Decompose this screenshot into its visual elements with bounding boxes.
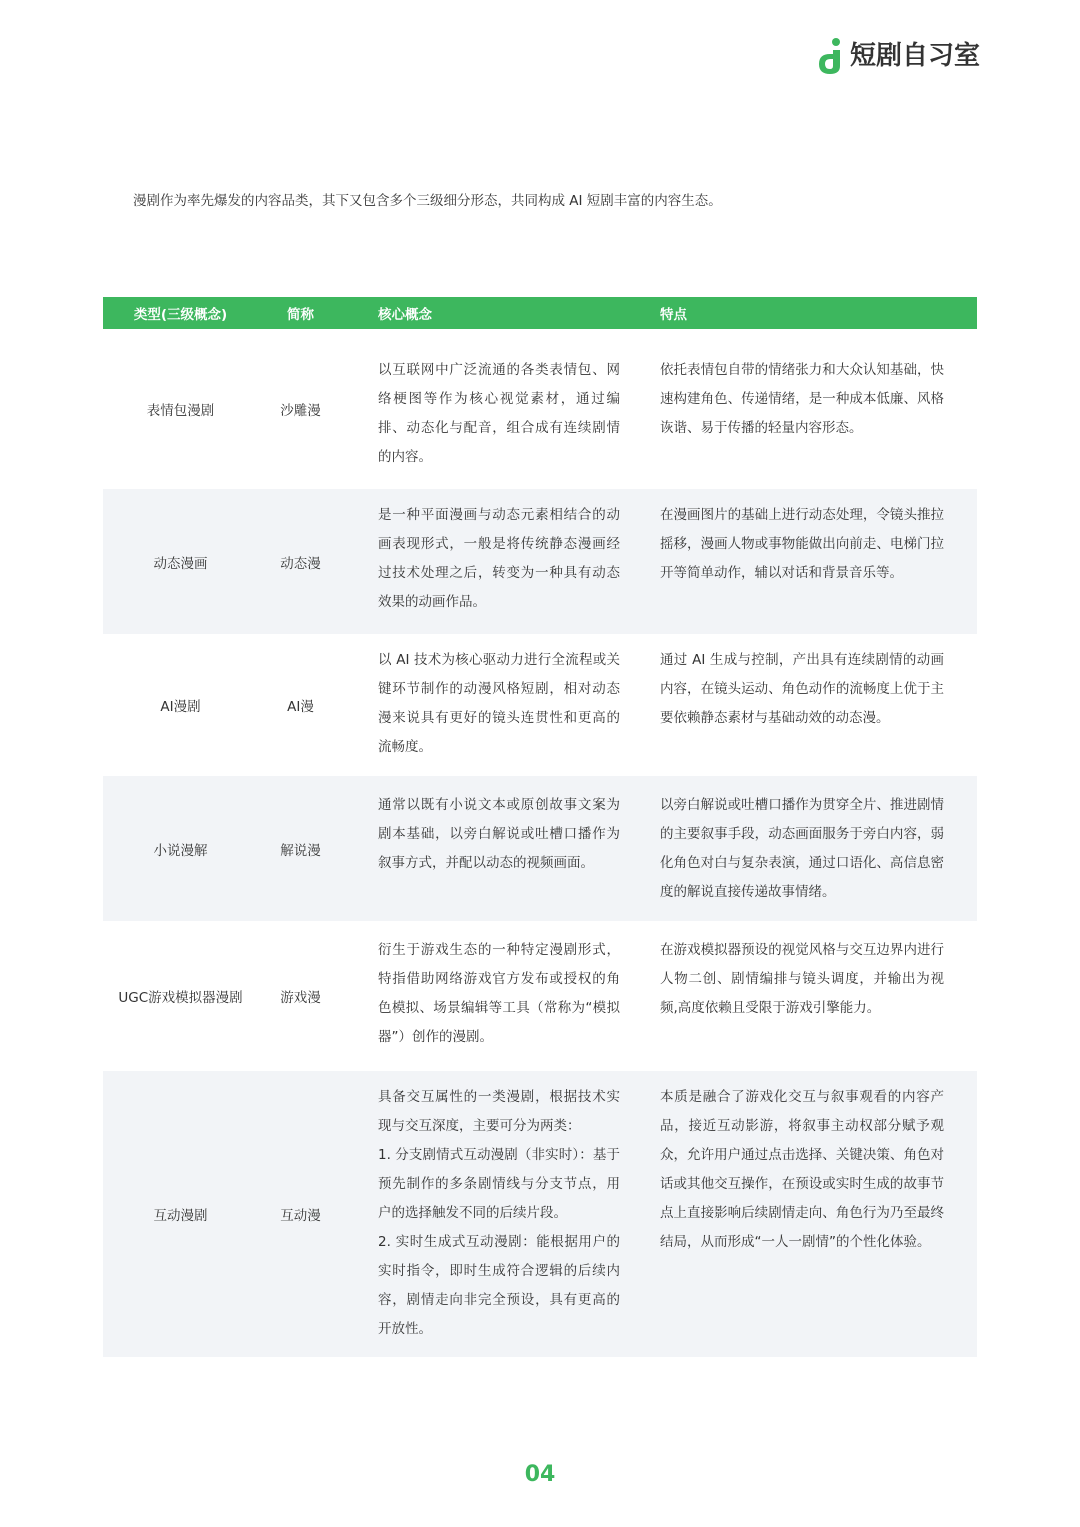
row-concept: 通常以既有小说文本或原创故事文案为剧本基础，以旁白解说或吐槽口播作为叙事方式，并配以动态的视频画面。 [378,797,620,871]
row-feature: 在漫画图片的基础上进行动态处理，令镜头推拉摇移，漫画人物或事物能做出向前走、电梯门拉开等简单动作，辅以对话和背景音乐等。 [660,507,944,581]
logo [814,36,980,76]
row-feature: 本质是融合了游戏化交互与叙事观看的内容产品，接近互动影游，将叙事主动权部分赋予观众，允许用户通过点击选择、关键决策、角色对话或其他交互操作，在预设或实时生成的故事节点上直接影响后续剧情走向、角色行为乃至最终结局，从而形成“一人一剧情”的个性化体验。 [660,1089,944,1250]
table-row [103,921,977,1071]
header-feature: 特点 [660,307,687,323]
logo-mark-icon [814,36,844,76]
row-abbr: 游戏漫 [280,990,321,1006]
concept-table [103,297,977,1357]
row-concept: 以互联网中广泛流通的各类表情包、网络梗图等作为核心视觉素材，通过编排、动态化与配音，组合成有连续剧情的内容。 [378,362,620,465]
row-concept: 衍生于游戏生态的一种特定漫剧形式，特指借助网络游戏官方发布或授权的角色模拟、场景编辑等工具（常称为“模拟器”）创作的漫剧。 [378,942,620,1045]
logo-text: 短剧自习室 [849,41,980,71]
row-concept: 以 AI 技术为核心驱动力进行全流程或关键环节制作的动漫风格短剧，相对动态漫来说具有更好的镜头连贯性和更高的流畅度。 [378,652,620,755]
intro-text: 漫剧作为率先爆发的内容品类，其下又包含多个三级细分形态，共同构成 AI 短剧丰富的内容生态。 [133,193,722,209]
table-header [103,297,977,329]
header-type: 类型(三级概念) [133,307,228,323]
page-number: 04 [524,1462,556,1487]
row-abbr: 解说漫 [280,842,321,859]
row-type: AI漫剧 [160,699,201,715]
row-feature: 依托表情包自带的情绪张力和大众认知基础，快速构建角色、传递情绪，是一种成本低廉、风格诙谐、易于传播的轻量内容形态。 [660,362,944,436]
row-feature: 在游戏模拟器预设的视觉风格与交互边界内进行人物二创、剧情编排与镜头调度，并输出为视频,高度依赖且受限于游戏引擎能力。 [660,942,944,1016]
row-concept: 具备交互属性的一类漫剧，根据技术实现与交互深度，主要可分为两类： 1. 分支剧情式互动漫剧（非实时）：基于预先制作的多条剧情线与分支节点，用户的选择触发不同的后续片段。 2. 实时生成式互动漫剧：能根据用户的实时指令，即时生成符合逻辑的后续内容，剧情走向非完全预设，具有更高的开放性。 [378,1089,620,1337]
row-type: 表情包漫剧 [146,403,215,419]
row-abbr: AI漫 [287,699,314,715]
row-type: UGC游戏模拟器漫剧 [118,990,243,1006]
table-row [103,1071,977,1357]
header-concept: 核心概念 [378,307,432,323]
row-feature: 以旁白解说或吐槽口播作为贯穿全片、推进剧情的主要叙事手段，动态画面服务于旁白内容，弱化角色对白与复杂表演，通过口语化、高信息密度的解说直接传递故事情绪。 [660,797,944,900]
row-type: 小说漫解 [153,842,208,859]
header-abbr: 简称 [287,307,314,323]
table-row [103,776,977,921]
table-row [103,634,977,776]
row-abbr: 互动漫 [280,1208,321,1224]
table-row [103,489,977,634]
row-concept: 是一种平面漫画与动态元素相结合的动画表现形式，一般是将传统静态漫画经过技术处理之后，转变为一种具有动态效果的动画作品。 [378,507,620,610]
row-type: 动态漫画 [153,555,208,572]
table-row [103,329,977,489]
row-type: 互动漫剧 [153,1208,208,1224]
row-feature: 通过 AI 生成与控制，产出具有连续剧情的动画内容，在镜头运动、角色动作的流畅度上优于主要依赖静态素材与基础动效的动态漫。 [660,652,944,726]
row-abbr: 动态漫 [280,555,321,572]
row-abbr: 沙雕漫 [280,403,321,419]
